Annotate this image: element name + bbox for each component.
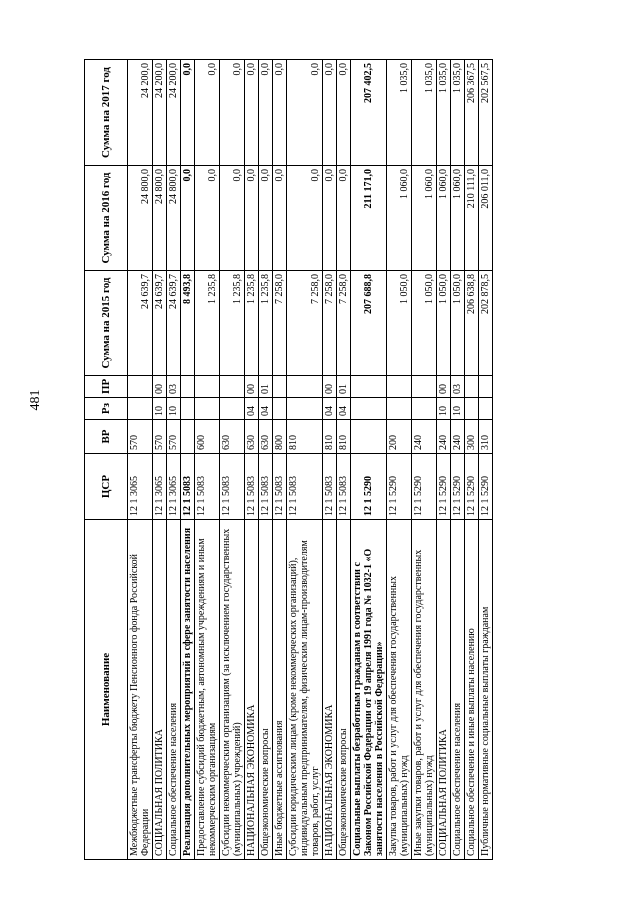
cell-rz: 10 [167, 398, 181, 420]
cell-vr: 600 [195, 420, 220, 454]
cell-rz [412, 398, 437, 420]
cell-rz [287, 398, 323, 420]
cell-vr: 570 [153, 420, 167, 454]
cell-2017: 202 567,5 [479, 60, 493, 166]
cell-2017: 0,0 [273, 60, 287, 166]
cell-csr: 12 1 5290 [387, 454, 412, 520]
cell-2017: 1 035,0 [451, 60, 465, 166]
cell-2016: 0,0 [323, 166, 337, 271]
cell-pr [181, 376, 195, 398]
cell-csr: 12 1 3065 [167, 454, 181, 520]
cell-2017: 207 402,5 [351, 60, 387, 166]
cell-vr: 570 [167, 420, 181, 454]
cell-2015: 1 050,0 [412, 271, 437, 376]
cell-vr: 570 [128, 420, 153, 454]
cell-name: Общеэкономические вопросы [337, 520, 351, 860]
table-row [451, 60, 465, 860]
cell-csr: 12 1 5290 [479, 454, 493, 520]
cell-csr: 12 1 5083 [181, 454, 195, 520]
cell-csr: 12 1 5083 [195, 454, 220, 520]
cell-2017: 24 200,0 [153, 60, 167, 166]
table-row [195, 60, 220, 860]
table-row [387, 60, 412, 860]
cell-rz: 10 [451, 398, 465, 420]
cell-csr: 12 1 3065 [128, 454, 153, 520]
cell-vr: 630 [245, 420, 259, 454]
cell-2017: 0,0 [337, 60, 351, 166]
cell-2016: 24 800,0 [153, 166, 167, 271]
cell-vr: 310 [479, 420, 493, 454]
cell-vr: 240 [412, 420, 437, 454]
cell-csr: 12 1 5083 [287, 454, 323, 520]
cell-rz [128, 398, 153, 420]
header-2017: Сумма на 2017 год [85, 60, 128, 166]
cell-csr: 12 1 5083 [259, 454, 273, 520]
cell-vr: 300 [465, 420, 479, 454]
cell-pr [479, 376, 493, 398]
cell-rz [273, 398, 287, 420]
cell-vr: 810 [323, 420, 337, 454]
table-header-row [85, 60, 128, 860]
cell-2016: 0,0 [181, 166, 195, 271]
cell-vr: 810 [337, 420, 351, 454]
cell-pr [465, 376, 479, 398]
cell-2016: 0,0 [220, 166, 245, 271]
cell-2017: 0,0 [195, 60, 220, 166]
rotated-table-wrapper [84, 60, 584, 860]
cell-name: Иные бюджетные ассигнования [273, 520, 287, 860]
table-row [323, 60, 337, 860]
cell-pr: 00 [153, 376, 167, 398]
cell-2015: 7 258,0 [323, 271, 337, 376]
page-number: 481 [28, 389, 43, 411]
cell-csr: 12 1 5290 [351, 454, 387, 520]
cell-2015: 7 258,0 [273, 271, 287, 376]
cell-vr: 630 [220, 420, 245, 454]
cell-2017: 0,0 [181, 60, 195, 166]
cell-rz: 04 [323, 398, 337, 420]
cell-vr: 630 [259, 420, 273, 454]
cell-rz [181, 398, 195, 420]
cell-vr [351, 420, 387, 454]
cell-2017: 206 367,5 [465, 60, 479, 166]
cell-rz: 10 [153, 398, 167, 420]
cell-2016: 24 800,0 [128, 166, 153, 271]
cell-2017: 0,0 [220, 60, 245, 166]
cell-2015: 1 050,0 [437, 271, 451, 376]
cell-pr [351, 376, 387, 398]
cell-2017: 1 035,0 [437, 60, 451, 166]
header-name: Наименование [85, 520, 128, 860]
cell-rz: 04 [337, 398, 351, 420]
cell-2015: 202 878,5 [479, 271, 493, 376]
cell-vr: 800 [273, 420, 287, 454]
header-rz: Рз [85, 398, 128, 420]
table-row [479, 60, 493, 860]
cell-pr: 01 [259, 376, 273, 398]
table-row [437, 60, 451, 860]
cell-2017: 1 035,0 [412, 60, 437, 166]
cell-name: Социальное обеспечение и иные выплаты населению [465, 520, 479, 860]
table-row [465, 60, 479, 860]
cell-pr: 00 [245, 376, 259, 398]
table-row [287, 60, 323, 860]
cell-rz: 04 [245, 398, 259, 420]
cell-name: Предоставление субсидий бюджетным, автономным учреждениям и иным некоммерческим организациям [195, 520, 220, 860]
cell-name: НАЦИОНАЛЬНАЯ ЭКОНОМИКА [323, 520, 337, 860]
cell-2017: 1 035,0 [387, 60, 412, 166]
cell-pr [128, 376, 153, 398]
table-row [181, 60, 195, 860]
cell-vr: 200 [387, 420, 412, 454]
cell-pr [220, 376, 245, 398]
header-2015: Сумма на 2015 год [85, 271, 128, 376]
cell-vr: 240 [451, 420, 465, 454]
cell-2016: 1 060,0 [451, 166, 465, 271]
cell-2017: 24 200,0 [128, 60, 153, 166]
cell-rz: 04 [259, 398, 273, 420]
table-row [351, 60, 387, 860]
table-row [259, 60, 273, 860]
cell-csr: 12 1 5290 [465, 454, 479, 520]
table-row [337, 60, 351, 860]
cell-rz [220, 398, 245, 420]
cell-csr: 12 1 5290 [437, 454, 451, 520]
cell-2016: 0,0 [273, 166, 287, 271]
cell-rz [465, 398, 479, 420]
cell-2016: 1 060,0 [412, 166, 437, 271]
cell-rz [387, 398, 412, 420]
cell-pr [195, 376, 220, 398]
cell-csr: 12 1 5083 [337, 454, 351, 520]
cell-name: Закупка товаров, работ и услуг для обеспечения государственных (муниципальных) нужд [387, 520, 412, 860]
cell-name: СОЦИАЛЬНАЯ ПОЛИТИКА [153, 520, 167, 860]
cell-name: Социальные выплаты безработным гражданам в соответствии с Законом Российской Федерации от 19 апреля 1991 года № 1032-1 «О занятости населения в Российской Федерации» [351, 520, 387, 860]
table-row [245, 60, 259, 860]
table-row [273, 60, 287, 860]
cell-vr: 810 [287, 420, 323, 454]
cell-2015: 1 235,8 [259, 271, 273, 376]
table-row [128, 60, 153, 860]
cell-2015: 7 258,0 [337, 271, 351, 376]
cell-2015: 1 235,8 [245, 271, 259, 376]
header-2016: Сумма на 2016 год [85, 166, 128, 271]
cell-2016: 211 171,0 [351, 166, 387, 271]
cell-2015: 7 258,0 [287, 271, 323, 376]
cell-name: Субсидии некоммерческим организациям (за исключением государственных (муниципальных) учреждений) [220, 520, 245, 860]
cell-pr: 03 [451, 376, 465, 398]
cell-name: Общеэкономические вопросы [259, 520, 273, 860]
cell-csr: 12 1 3065 [153, 454, 167, 520]
cell-pr: 03 [167, 376, 181, 398]
cell-name: Социальное обеспечение населения [451, 520, 465, 860]
cell-name: Социальное обеспечение населения [167, 520, 181, 860]
table-row [153, 60, 167, 860]
cell-2017: 0,0 [323, 60, 337, 166]
cell-2015: 1 235,8 [195, 271, 220, 376]
budget-table [84, 59, 493, 860]
cell-2016: 0,0 [287, 166, 323, 271]
header-vr: ВР [85, 420, 128, 454]
cell-2015: 24 639,7 [167, 271, 181, 376]
cell-2016: 1 060,0 [437, 166, 451, 271]
cell-2017: 0,0 [245, 60, 259, 166]
cell-2015: 1 050,0 [387, 271, 412, 376]
cell-2015: 206 638,8 [465, 271, 479, 376]
cell-2016: 0,0 [245, 166, 259, 271]
cell-2017: 0,0 [259, 60, 273, 166]
cell-rz [351, 398, 387, 420]
cell-name: Публичные нормативные социальные выплаты гражданам [479, 520, 493, 860]
cell-2015: 24 639,7 [153, 271, 167, 376]
cell-vr: 240 [437, 420, 451, 454]
cell-name: Субсидии юридическим лицам (кроме некоммерческих организаций), индивидуальным предпринимателям, физическим лицам-производителям товаров, работ, услуг [287, 520, 323, 860]
cell-name: Межбюджетные трансферты бюджету Пенсионного фонда Российской Федерации [128, 520, 153, 860]
cell-2016: 1 060,0 [387, 166, 412, 271]
cell-pr: 00 [323, 376, 337, 398]
cell-2016: 0,0 [195, 166, 220, 271]
cell-pr [273, 376, 287, 398]
cell-2017: 24 200,0 [167, 60, 181, 166]
cell-2016: 24 800,0 [167, 166, 181, 271]
cell-pr [387, 376, 412, 398]
cell-2015: 24 639,7 [128, 271, 153, 376]
cell-name: Реализация дополнительных мероприятий в сфере занятости населения [181, 520, 195, 860]
cell-2016: 0,0 [337, 166, 351, 271]
cell-2017: 0,0 [287, 60, 323, 166]
cell-rz [479, 398, 493, 420]
cell-pr: 01 [337, 376, 351, 398]
cell-csr: 12 1 5083 [273, 454, 287, 520]
cell-2015: 8 493,8 [181, 271, 195, 376]
cell-csr: 12 1 5083 [245, 454, 259, 520]
cell-csr: 12 1 5290 [451, 454, 465, 520]
cell-csr: 12 1 5083 [323, 454, 337, 520]
cell-name: НАЦИОНАЛЬНАЯ ЭКОНОМИКА [245, 520, 259, 860]
cell-2015: 1 050,0 [451, 271, 465, 376]
cell-vr [181, 420, 195, 454]
header-pr: ПР [85, 376, 128, 398]
header-csr: ЦСР [85, 454, 128, 520]
cell-csr: 12 1 5083 [220, 454, 245, 520]
cell-rz [195, 398, 220, 420]
cell-rz: 10 [437, 398, 451, 420]
cell-2016: 210 111,0 [465, 166, 479, 271]
cell-name: Иные закупки товаров, работ и услуг для обеспечения государственных (муниципальных) нужд [412, 520, 437, 860]
cell-name: СОЦИАЛЬНАЯ ПОЛИТИКА [437, 520, 451, 860]
cell-2016: 0,0 [259, 166, 273, 271]
cell-pr: 00 [437, 376, 451, 398]
cell-2016: 206 011,0 [479, 166, 493, 271]
cell-2015: 1 235,8 [220, 271, 245, 376]
table-row [167, 60, 181, 860]
table-row [412, 60, 437, 860]
table-row [220, 60, 245, 860]
cell-2015: 207 688,8 [351, 271, 387, 376]
cell-pr [412, 376, 437, 398]
cell-pr [287, 376, 323, 398]
cell-csr: 12 1 5290 [412, 454, 437, 520]
